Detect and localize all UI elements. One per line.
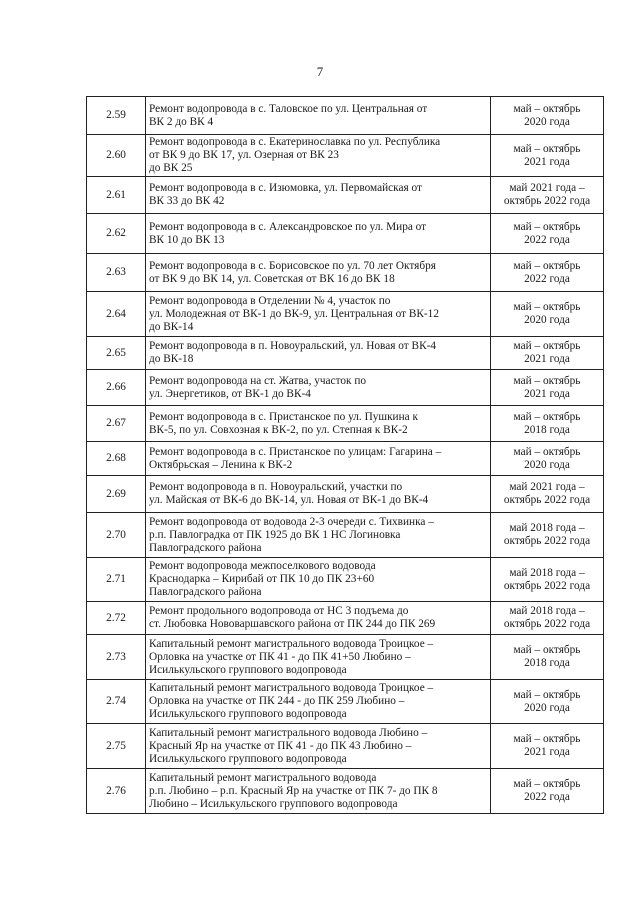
period-line: май – октябрь [513,220,581,233]
table-row [87,97,604,135]
period-line: 2020 года [524,458,570,471]
work-period [491,442,604,476]
work-period [491,97,604,135]
work-description [146,558,491,602]
description-line: р.п. Павлоградка от ПК 1925 до ВК 1 НС Логиновка [149,528,401,541]
work-description [146,337,491,370]
table-row [87,214,604,254]
period-line: 2020 года [524,701,570,714]
item-number: 2.74 [87,680,146,724]
description-line: Ремонт водопровода в с. Изюмовка, ул. Первомайская от [149,182,422,194]
period-line: 2021 года [524,746,570,758]
table-row [87,513,604,558]
item-number: 2.64 [87,292,146,337]
period-line: октябрь 2022 года [503,535,591,547]
item-number: 2.66 [87,370,146,406]
work-description [146,292,491,337]
table-row [87,406,604,442]
item-number: 2.69 [87,476,146,513]
work-period [491,370,604,406]
description-line: Краснодарка – Кирибай от ПК 10 до ПК 23+60 [149,573,375,585]
item-number: 2.71 [87,558,146,602]
table-row [87,370,604,406]
description-line: Ремонт водопровода в с. Пристанское по ул. Пушкина к [149,410,418,423]
work-description [146,769,491,814]
description-line: от ВК 9 до ВК 17, ул. Озерная от ВК 23 [149,149,339,161]
period-line: 2022 года [524,791,570,803]
description-line: Ремонт водопровода в Отделении № 4, участок по [149,294,391,307]
description-line: ВК-5, по ул. Совхозная к ВК-2, по ул. Степная к ВК-2 [149,423,408,436]
work-period [491,724,604,769]
description-line: Ремонт водопровода в с. Екатеринославка по ул. Республика [149,136,441,148]
item-number: 2.75 [87,724,146,769]
description-line: Ремонт водопровода межпоселкового водовода [149,560,376,572]
table-row [87,724,604,769]
work-period [491,177,604,214]
description-line: Октябрьская – Ленина к ВК-2 [149,458,293,471]
table-row [87,558,604,602]
table-row [87,254,604,292]
description-line: до ВК 25 [149,162,193,174]
work-period [491,135,604,177]
description-line: Ремонт водопровода в п. Новоуральский, ул. Новая от ВК-4 [149,340,437,352]
description-line: Красный Яр на участке от ПК 41 - до ПК 43 Любино – [149,739,412,752]
work-period [491,476,604,513]
period-line: май – октябрь [513,445,581,458]
item-number: 2.60 [87,135,146,177]
period-line: октябрь 2022 года [503,618,591,630]
description-line: Ремонт водопровода в с. Таловское по ул. Центральная от [149,102,428,115]
description-line: Орловка на участке от ПК 244 - до ПК 259 Любино – [149,695,405,707]
description-line: ВК 2 до ВК 4 [149,115,214,128]
works-table-body [87,97,604,814]
period-line: 2020 года [524,115,570,128]
description-line: Исилькульского группового водопровода [149,708,347,720]
period-line: май 2018 года – [509,566,585,579]
work-period [491,602,604,635]
description-line: Павлоградского района [149,586,262,598]
description-line: Ремонт водопровода от водовода 2-3 очереди с. Тихвинка – [149,515,434,528]
period-line: май – октябрь [513,102,581,115]
description-line: Ремонт водопровода в с. Александровское по ул. Мира от [149,220,427,233]
item-number: 2.59 [87,97,146,135]
description-line: ул. Энергетиков, от ВК-1 до ВК-4 [149,387,311,400]
period-line: май 2018 года – [509,522,585,534]
work-description [146,442,491,476]
work-description [146,214,491,254]
description-line: Ремонт водопровода в с. Пристанское по улицам: Гагарина – [149,445,442,458]
description-line: Ремонт водопровода на ст. Жатва, участок по [149,374,367,387]
work-description [146,635,491,680]
table-row [87,177,604,214]
description-line: р.п. Любино – р.п. Красный Яр на участке от ПК 7- до ПК 8 [149,784,438,797]
work-period [491,292,604,337]
table-row [87,769,604,814]
period-line: 2021 года [524,387,570,400]
item-number: 2.65 [87,337,146,370]
work-description [146,513,491,558]
period-line: май 2021 года – [509,481,585,493]
table-row [87,442,604,476]
item-number: 2.68 [87,442,146,476]
description-line: Исилькульского группового водопровода [149,752,347,765]
work-description [146,135,491,177]
work-period [491,254,604,292]
period-line: 2021 года [524,155,570,168]
period-line: 2018 года [524,657,570,669]
period-line: май – октябрь [513,340,581,352]
page-number: 7 [316,64,324,79]
item-number: 2.73 [87,635,146,680]
work-period [491,337,604,370]
description-line: ст. Любовка Нововаршавского района от ПК 244 до ПК 269 [149,618,436,630]
description-line: Капитальный ремонт магистрального водовода Любино – [149,726,428,739]
item-number: 2.62 [87,214,146,254]
period-line: 2018 года [524,423,570,436]
description-line: Ремонт водопровода в п. Новоуральский, участки по [149,481,403,493]
description-line: ВК 10 до ВК 13 [149,233,225,246]
work-description [146,406,491,442]
period-line: май 2018 года – [509,605,585,617]
work-period [491,769,604,814]
work-description [146,177,491,214]
description-line: Исилькульского группового водопровода [149,663,347,676]
item-number: 2.67 [87,406,146,442]
period-line: май – октябрь [513,259,581,272]
period-line: октябрь 2022 года [503,579,591,592]
table-row [87,635,604,680]
work-period [491,680,604,724]
table-row [87,680,604,724]
work-description [146,724,491,769]
description-line: до ВК-18 [149,353,194,365]
table-row [87,292,604,337]
item-number: 2.72 [87,602,146,635]
table-row [87,337,604,370]
item-number: 2.61 [87,177,146,214]
description-line: ул. Молодежная от ВК-1 до ВК-9, ул. Центральная от ВК-12 [149,307,439,320]
work-description [146,476,491,513]
description-line: до ВК-14 [149,320,194,333]
item-number: 2.70 [87,513,146,558]
table-row [87,602,604,635]
item-number: 2.63 [87,254,146,292]
period-line: 2021 года [524,353,570,365]
description-line: Капитальный ремонт магистрального водовода [149,771,377,784]
description-line: Капитальный ремонт магистрального водовода Троицкое – [149,637,434,650]
period-line: октябрь 2022 года [503,195,591,207]
period-line: 2020 года [524,314,570,326]
period-line: май – октябрь [513,688,581,701]
description-line: Орловка на участке от ПК 41 - до ПК 41+50 Любино – [149,650,411,663]
work-period [491,558,604,602]
work-description [146,254,491,292]
description-line: Любино – Исилькульского группового водопровода [149,797,398,810]
table-row [87,476,604,513]
period-line: май – октябрь [513,301,581,313]
table-row [87,135,604,177]
description-line: Ремонт продольного водопровода от НС 3 подъема до [149,605,409,617]
work-period [491,406,604,442]
description-line: от ВК 9 до ВК 14, ул. Советская от ВК 16 до ВК 18 [149,272,395,285]
period-line: май – октябрь [513,644,581,656]
period-line: октябрь 2022 года [503,494,591,506]
work-period [491,513,604,558]
period-line: май – октябрь [513,410,581,423]
period-line: май 2021 года – [509,182,585,194]
period-line: май – октябрь [513,374,581,387]
description-line: ул. Майская от ВК-6 до ВК-14, ул. Новая от ВК-1 до ВК-4 [149,494,429,506]
period-line: 2022 года [524,233,570,246]
description-line: Ремонт водопровода в с. Борисовское по ул. 70 лет Октября [149,259,436,272]
period-line: май – октябрь [513,778,581,790]
period-line: май – октябрь [513,733,581,745]
works-table [86,96,604,814]
description-line: ВК 33 до ВК 42 [149,195,225,207]
work-period [491,635,604,680]
period-line: 2022 года [524,272,570,285]
description-line: Капитальный ремонт магистрального водовода Троицкое – [149,682,434,694]
work-description [146,370,491,406]
work-description [146,680,491,724]
item-number: 2.76 [87,769,146,814]
period-line: май – октябрь [513,142,581,155]
work-description [146,97,491,135]
work-period [491,214,604,254]
work-description [146,602,491,635]
description-line: Павлоградского района [149,541,262,554]
